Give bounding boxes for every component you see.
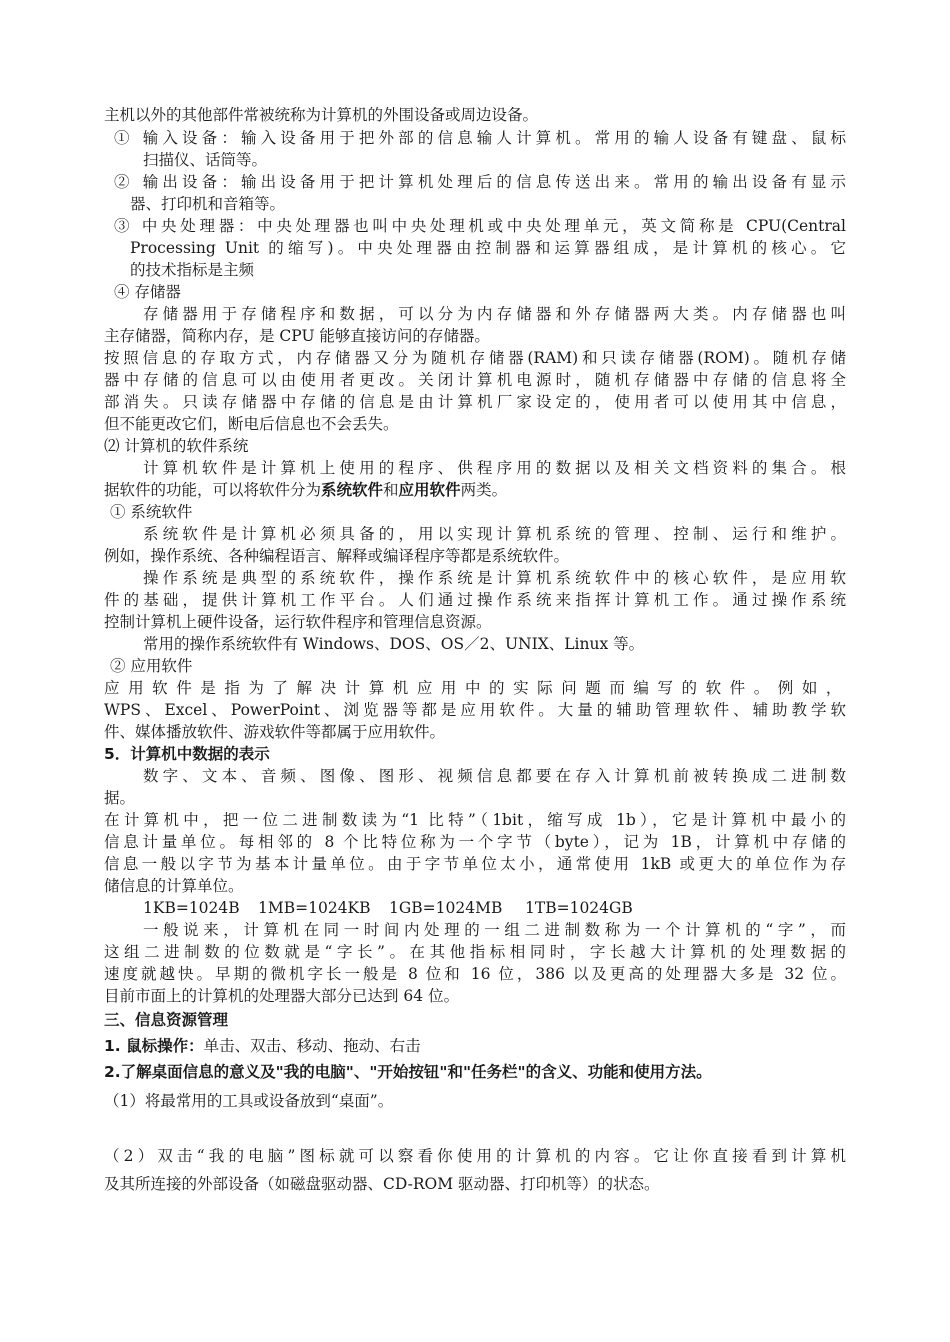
heading-desktop-info: 2.了解桌面信息的意义及"我的电脑"、"开始按钮"和"任务栏"的含义、功能和使用方法。 xyxy=(104,1063,712,1081)
label-mouse-operations: 1. 鼠标操作： xyxy=(104,1037,204,1055)
paragraph-word-3: 速度就越快。早期的微机字长一般是 8 位和 16 位，386 以及更高的处理器大多是 32 位。 xyxy=(104,965,846,983)
paragraph-os-2: 件的基础，提供计算机工作平台。人们通过操作系统来指挥计算机工作。通过操作系统 xyxy=(104,591,846,609)
list-item-output-device-cont: 器、打印机和音箱等。 xyxy=(130,195,286,213)
list-item-input-device: ① 输入设备：输入设备用于把外部的信息输人计算机。常用的输人设备有键盘、鼠标 xyxy=(114,129,846,147)
paragraph-memory-2: 器中存储的信息可以由使用者更改。关闭计算机电源时，随机存储器中存储的信息将全 xyxy=(104,371,846,389)
paragraph-memory-1: 按照信息的存取方式，内存储器又分为随机存储器(RAM)和只读存储器(ROM)。随机存储 xyxy=(104,349,846,367)
paragraph-word-1: 一般说来，计算机在同一时间内处理的一组二进制数称为一个计算机的“字”，而 xyxy=(143,921,846,939)
paragraph-os-3: 控制计算机上硬件设备，运行软件程序和管理信息资源。 xyxy=(104,613,492,631)
paragraph-app-software-3: 件、媒体播放软件、游戏软件等都属于应用软件。 xyxy=(104,723,446,741)
paragraph-software-2 xyxy=(104,479,846,501)
paragraph-app-software-2: WPS、Excel、PowerPoint、浏览器等都是应用软件。大量的辅助管理软件、辅助教学软 xyxy=(104,701,846,719)
paragraph-mouse-operations xyxy=(104,1035,846,1057)
paragraph-storage-1: 存储器用于存储程序和数据，可以分为内存储器和外存储器两大类。内存储器也叫 xyxy=(143,305,846,323)
mouse-operations-list: 单击、双击、移动、拖动、右击 xyxy=(203,1037,421,1055)
heading-data-representation: 5．计算机中数据的表示 xyxy=(104,745,270,763)
unit-tb: 1TB=1024GB xyxy=(525,899,633,917)
unit-gb: 1GB=1024MB xyxy=(389,899,503,917)
paragraph-data-1: 数字、文本、音频、图像、图形、视频信息都要在存入计算机前被转换成二进制数 xyxy=(143,767,846,785)
unit-kb: 1KB=1024B xyxy=(143,899,240,917)
paragraph-memory-4: 但不能更改它们，断电后信息也不会丢失。 xyxy=(104,415,399,433)
term-application-software: 应用软件 xyxy=(398,481,461,499)
paragraph-bit-1: 在计算机中，把一位二进制数读为“1 比特”（1bit，缩写成 1b），它是计算机中最小的 xyxy=(104,811,846,829)
paragraph-software-1: 计算机软件是计算机上使用的程序、供程序用的数据以及相关文档资料的集合。根 xyxy=(143,459,846,477)
paragraph-software-2-and: 和 xyxy=(383,481,399,499)
paragraph-bit-4: 储信息的计算单位。 xyxy=(104,877,244,895)
list-item-cpu: ③ 中央处理器：中央处理器也叫中央处理机或中央处理单元，英文简称是 CPU(Central xyxy=(114,217,846,235)
paragraph-bit-3: 信息一般以字节为基本计量单位。由于字节单位太小，通常使用 1kB 或更大的单位作为存 xyxy=(104,855,846,873)
paragraph-my-computer-2: 及其所连接的外部设备（如磁盘驱动器、CD-ROM 驱动器、打印机等）的状态。 xyxy=(104,1175,660,1193)
heading-application-software: ② 应用软件 xyxy=(110,657,193,675)
paragraph-software-2-end: 两类。 xyxy=(460,481,508,499)
paragraph-bit-2: 信息计量单位。每相邻的 8 个比特位称为一个字节（byte），记为 1B，计算机中存储的 xyxy=(104,833,846,851)
list-item-cpu-cont-2: 的技术指标是主频 xyxy=(130,261,255,279)
paragraph-data-2: 据。 xyxy=(104,789,136,807)
paragraph-app-software-1: 应用软件是指为了解决计算机应用中的实际问题而编写的软件。例如， xyxy=(104,679,846,697)
paragraph-memory-3: 部消失。只读存储器中存储的信息是由计算机厂家设定的，使用者可以使用其中信息， xyxy=(104,393,846,411)
paragraph-desktop-1: （1）将最常用的工具或设备放到“桌面”。 xyxy=(104,1092,394,1110)
list-item-cpu-cont-1: Processing Unit 的缩写)。中央处理器由控制器和运算器组成，是计算机的核心。它 xyxy=(130,239,846,257)
heading-info-resource-management: 三、信息资源管理 xyxy=(104,1011,229,1029)
paragraph-os-1: 操作系统是典型的系统软件，操作系统是计算机系统软件中的核心软件，是应用软 xyxy=(143,569,846,587)
list-item-input-device-cont: 扫描仪、话筒等。 xyxy=(143,151,268,169)
paragraph-system-software-2: 例如，操作系统、各种编程语言、解释或编译程序等都是系统软件。 xyxy=(104,547,570,565)
list-item-output-device: ② 输出设备：输出设备用于把计算机处理后的信息传送出来。常用的输出设备有显示 xyxy=(114,173,846,191)
paragraph-storage-2: 主存储器，简称内存，是 CPU 能够直接访问的存储器。 xyxy=(104,327,490,345)
paragraph-my-computer-1: （2）双击“我的电脑”图标就可以察看你使用的计算机的内容。它让你直接看到计算机 xyxy=(104,1147,846,1165)
heading-system-software: ① 系统软件 xyxy=(110,503,193,521)
heading-software-system: ⑵ 计算机的软件系统 xyxy=(104,437,249,455)
list-item-storage: ④ 存储器 xyxy=(114,283,181,301)
unit-mb: 1MB=1024KB xyxy=(258,899,371,917)
term-system-software: 系统软件 xyxy=(321,481,384,499)
paragraph-peripherals: 主机以外的其他部件常被统称为计算机的外围设备或周边设备。 xyxy=(104,106,539,124)
paragraph-software-2-text: 据软件的功能，可以将软件分为 xyxy=(104,481,322,499)
paragraph-word-4: 目前市面上的计算机的处理器大部分已达到 64 位。 xyxy=(104,987,460,1005)
paragraph-os-list: 常用的操作系统软件有 Windows、DOS、OS／2、UNIX、Linux 等。 xyxy=(143,635,645,653)
paragraph-system-software-1: 系统软件是计算机必须具备的，用以实现计算机系统的管理、控制、运行和维护。 xyxy=(143,525,846,543)
paragraph-word-2: 这组二进制数的位数就是“字长”。在其他指标相同时，字长越大计算机的处理数据的 xyxy=(104,943,846,961)
